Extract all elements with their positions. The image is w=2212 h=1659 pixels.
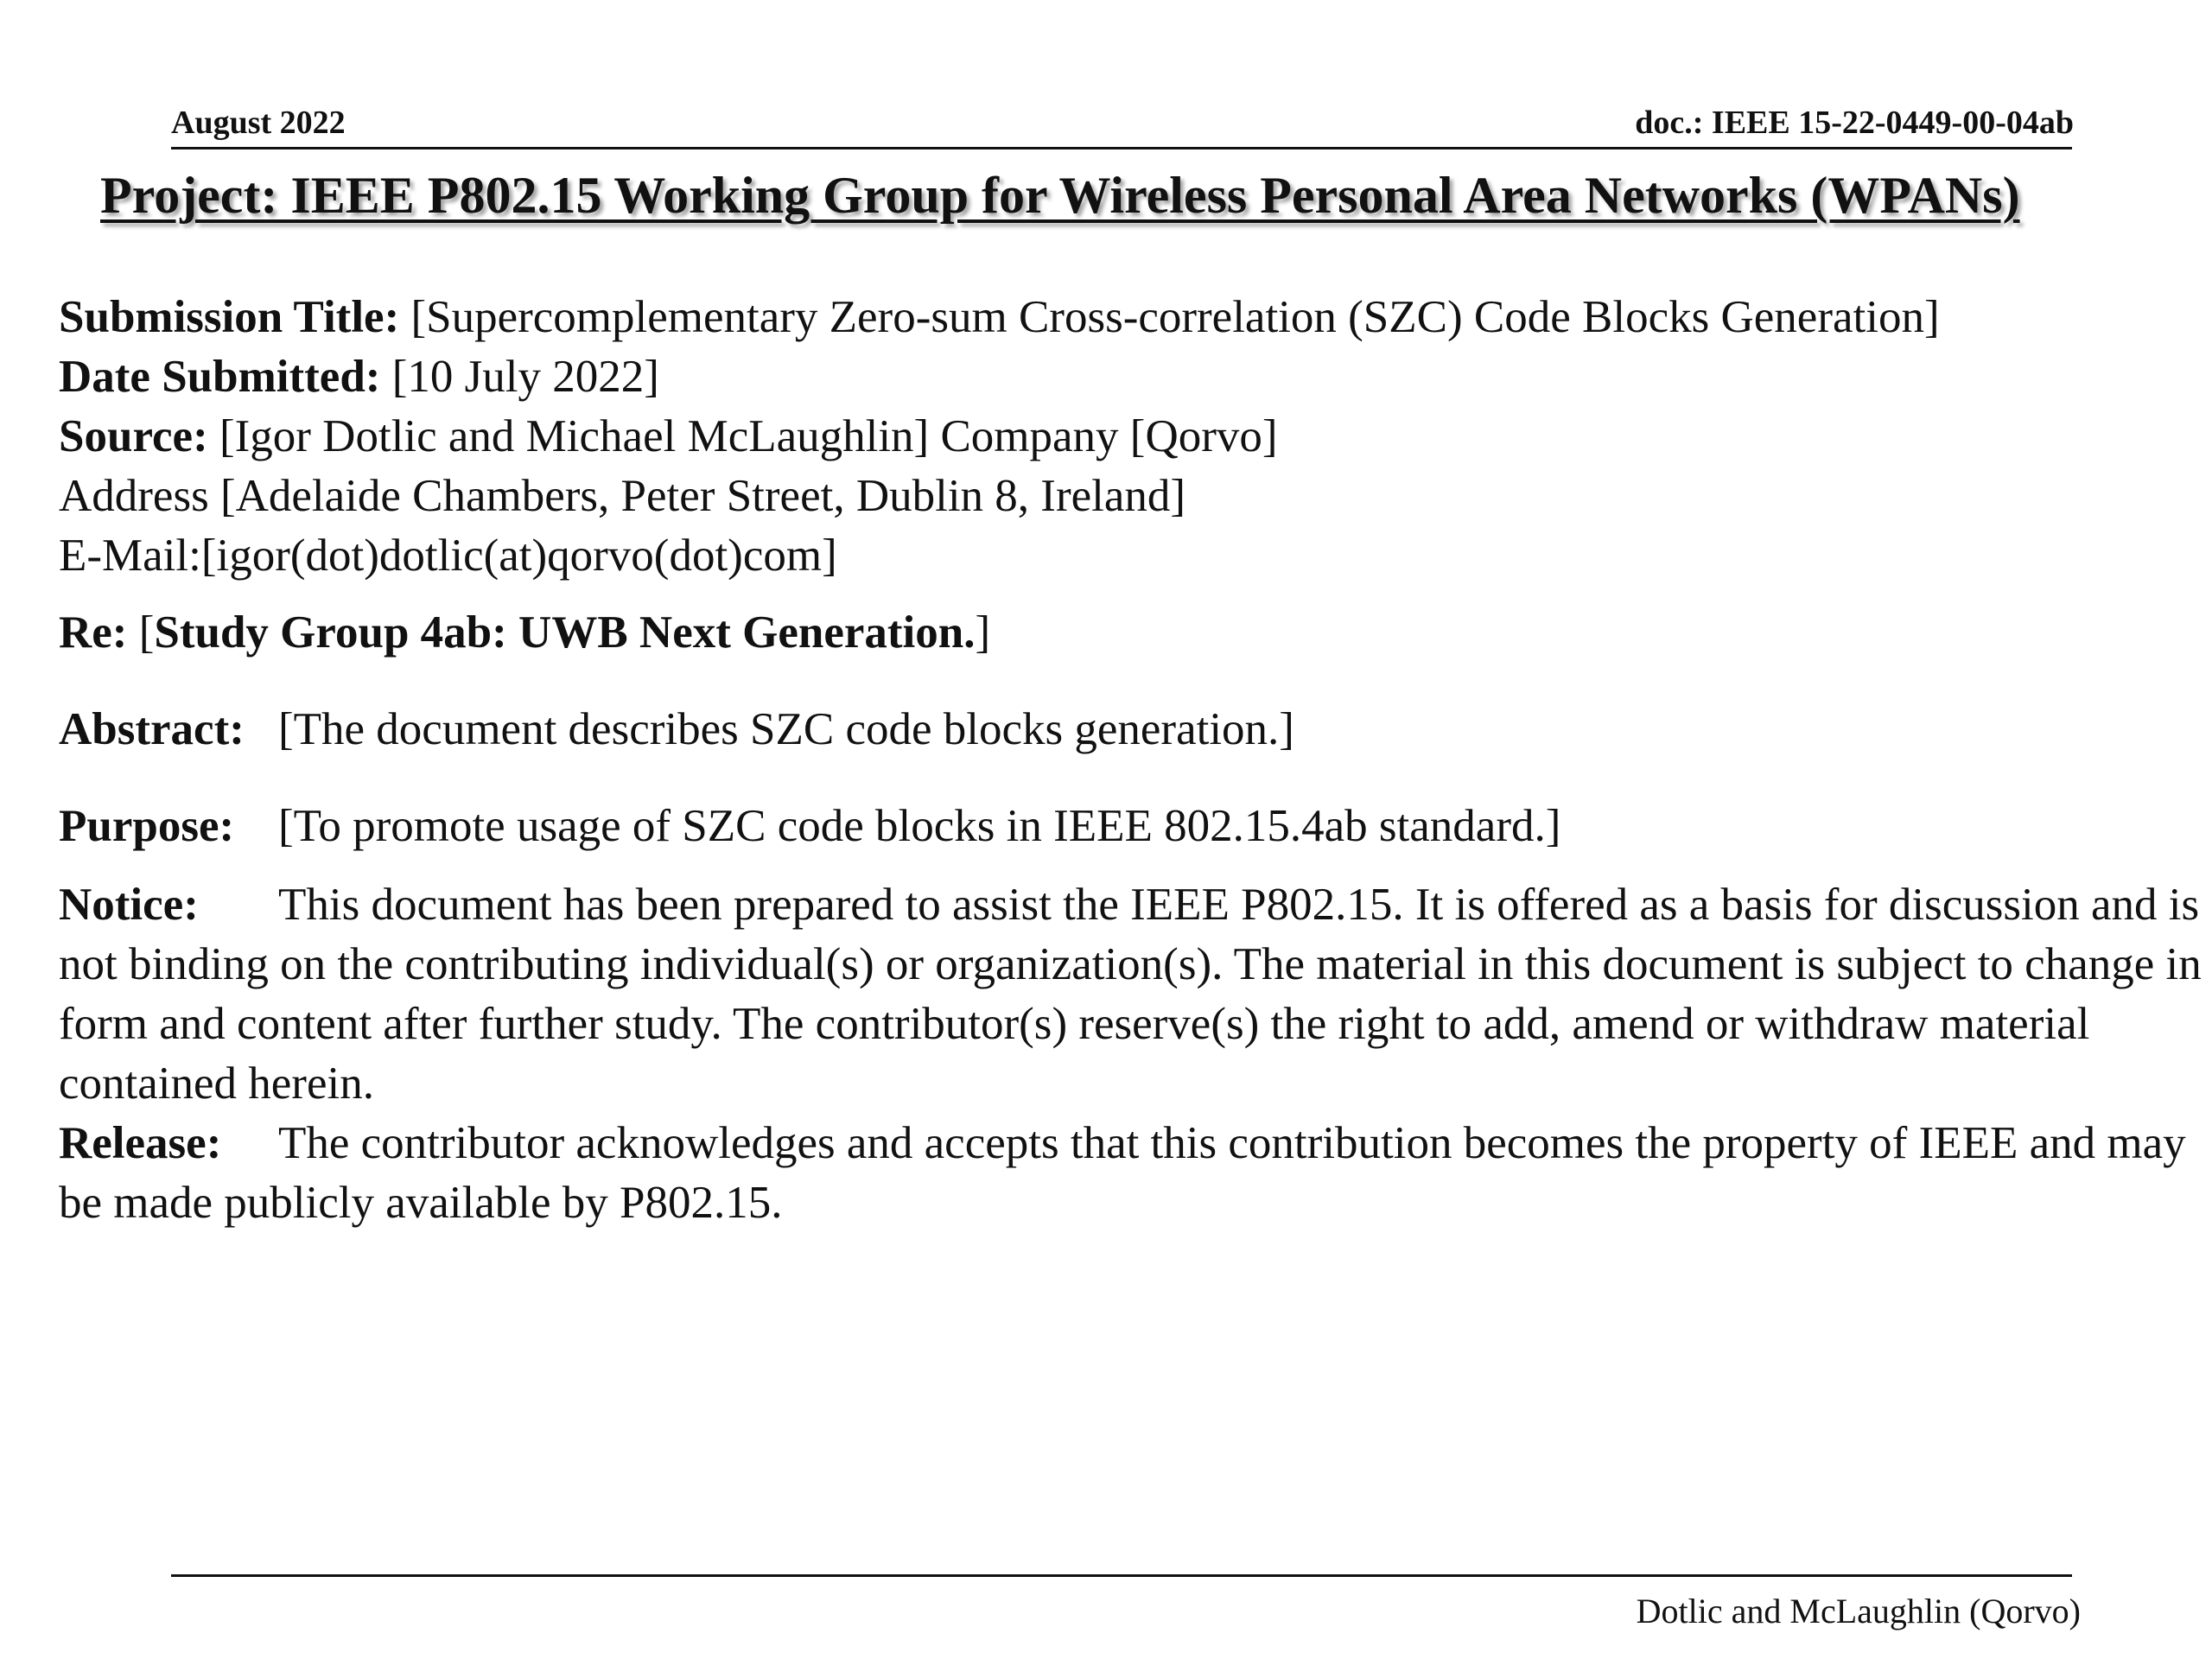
abstract-section <box>59 700 2202 760</box>
release-label: Release: <box>59 1118 222 1168</box>
purpose-value: [To promote usage of SZC code blocks in IEEE 802.15.4ab standard.] <box>278 801 1561 851</box>
notice-text: This document has been prepared to assist the IEEE P802.15. It is offered as a basis for discussion and is not binding on the contributing individual(s) or organization(s). The material in this document is subject to change in form and content after further study. The contributor(s) reserve(s) the right to add, amend or withdraw material contained herein. <box>59 880 2202 1109</box>
submission-title-label: Submission Title: <box>59 292 400 342</box>
re-close-bracket: ] <box>975 607 991 658</box>
source-line <box>59 407 2202 467</box>
submission-title-line <box>59 288 2202 347</box>
header-date: August 2022 <box>171 105 346 141</box>
submission-info <box>59 288 2202 586</box>
abstract-value: [The document describes SZC code blocks generation.] <box>278 704 1294 754</box>
email-line: E-Mail:[igor(dot)dotlic(at)qorvo(dot)com] <box>59 531 837 581</box>
header-doc-id: doc.: IEEE 15-22-0449-00-04ab <box>1635 105 2074 141</box>
footer-divider <box>171 1574 2072 1577</box>
address-line: Address [Adelaide Chambers, Peter Street, Dublin 8, Ireland] <box>59 471 1186 521</box>
source-value: [Igor Dotlic and Michael McLaughlin] Company [Qorvo] <box>207 411 1278 461</box>
abstract-label: Abstract: <box>59 704 245 754</box>
purpose-label: Purpose: <box>59 801 235 851</box>
re-section <box>59 603 2202 663</box>
release-text: The contributor acknowledges and accepts that this contribution becomes the property of IEEE and may be made publicly available by P802.15. <box>59 1118 2186 1228</box>
project-title: Project: IEEE P802.15 Working Group for Wireless Personal Area Networks (WPANs) <box>100 167 2020 224</box>
re-open-bracket: [ <box>127 607 155 658</box>
notice-label: Notice: <box>59 880 199 930</box>
footer-author: Dotlic and McLaughlin (Qorvo) <box>1636 1592 2081 1630</box>
source-label: Source: <box>59 411 208 461</box>
notice-release-section <box>59 875 2202 1233</box>
submission-title-value: [Supercomplementary Zero-sum Cross-correlation (SZC) Code Blocks Generation] <box>399 292 1940 342</box>
purpose-section <box>59 797 2202 856</box>
release-paragraph <box>59 1114 2202 1233</box>
re-label: Re: <box>59 607 128 658</box>
date-submitted-value: [10 July 2022] <box>380 352 659 402</box>
re-value: Study Group 4ab: UWB Next Generation. <box>154 607 976 658</box>
header-divider <box>171 147 2072 149</box>
notice-paragraph <box>59 875 2202 1114</box>
date-submitted-line <box>59 347 2202 407</box>
date-submitted-label: Date Submitted: <box>59 352 381 402</box>
